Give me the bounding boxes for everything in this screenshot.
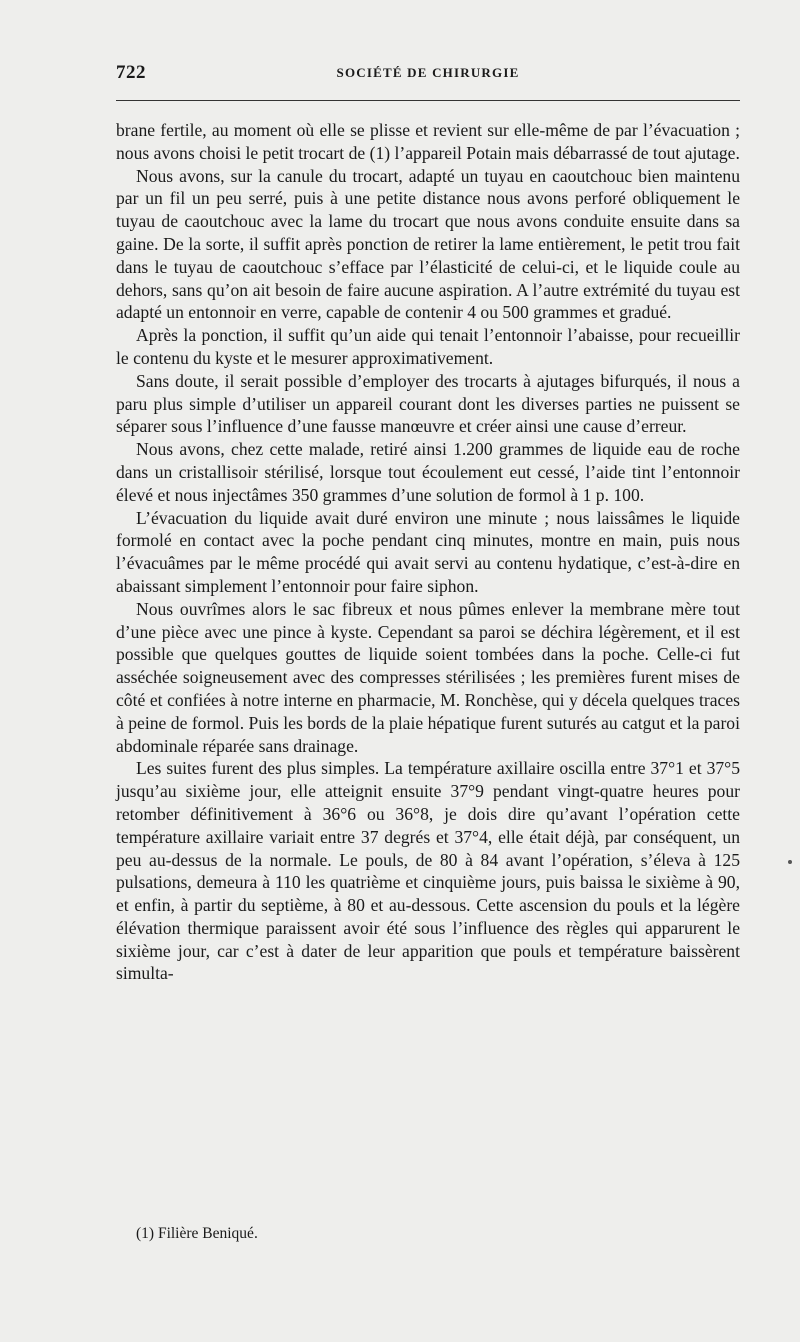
paragraph: L’évacuation du liquide avait duré environ une minute ; nous laissâmes le liquide formolé en contact avec la poche pendant cinq minutes, montre en main, puis nous l’évacuâmes par le même procédé qui avait servi au contenu hydatique, c’est-à-dire en abaissant simplement l’entonnoir pour faire siphon. [116,507,740,596]
paragraph: brane fertile, au moment où elle se plisse et revient sur elle-même de par l’évacuation ; nous avons choisi le petit trocart de (1) l’appareil Potain mais débarrassé de tout ajutage. [116,120,740,163]
running-title: SOCIÉTÉ DE CHIRURGIE [336,65,520,80]
paragraph: Les suites furent des plus simples. La température axillaire oscilla entre 37°1 et 37°5 jusqu’au sixième jour, elle atteignit ensuite 37°9 pendant vingt-quatre heures pour retomber définitivement à 36°6 ou 36°8, je dois dire qu’avant l’opération cette température axillaire variait entre 37 degrés et 37°4, elle était déjà, par conséquent, un peu au-dessus de la normale. Le pouls, de 80 à 84 avant l’opération, s’éleva à 125 pulsations, demeura à 110 les quatrième et cinquième jours, puis baissa le sixième à 90, et enfin, à partir du septième, à 80 et au-dessous. Cette ascension du pouls et la légère élévation thermique paraissent avoir été sous l’influence des règles qui apparurent le sixième jour, car c’est à dater de leur apparition que pouls et température baissèrent simulta- [116,758,740,984]
page-header [116,62,740,86]
paragraph: Après la ponction, il suffit qu’un aide qui tenait l’entonnoir l’abaisse, pour recueillir le contenu du kyste et le mesurer approximativement. [116,325,740,368]
footnote: (1) Filière Beniqué. [136,1225,258,1242]
paragraph: Sans doute, il serait possible d’employer des trocarts à ajutages bifurqués, il nous a paru plus simple d’utiliser un appareil courant dont les diverses parties ne puissent se séparer sous l’influence d’une fausse manœuvre et créer ainsi une cause d’erreur. [116,370,740,437]
paragraph: Nous avons, chez cette malade, retiré ainsi 1.200 grammes de liquide eau de roche dans un cristallisoir stérilisé, lorsque tout écoulement eut cessé, l’aide tint l’entonnoir élevé et nous injectâmes 350 grammes d’une solution de formol à 1 p. 100. [116,439,740,505]
paragraph: Nous avons, sur la canule du trocart, adapté un tuyau en caoutchouc bien maintenu par un fil un peu serré, puis à une petite distance nous avons perforé obliquement le tuyau de caoutchouc avec la lame du trocart que nous avons conduite ensuite dans sa gaine. De la sorte, il suffit après ponction de retirer la lame entièrement, le petit trou fait dans le tuyau de caoutchouc s’efface par l’élasticité de celui-ci, et le liquide coule au dehors, sans qu’on ait besoin de faire aucune aspiration. A l’autre extrémité du tuyau est adapté un entonnoir en verre, capable de contenir 4 ou 500 grammes et gradué. [116,165,740,323]
page-number: 722 [116,62,146,83]
print-speck [788,860,792,864]
header-rule [116,100,740,101]
paragraph: Nous ouvrîmes alors le sac fibreux et nous pûmes enlever la membrane mère tout d’une pièce avec une pince à kyste. Cependant sa paroi se déchira légèrement, et il est possible que quelques gouttes de liquide soient tombées dans la poche. Celle-ci fut asséchée soigneusement avec des compresses stérilisées ; les premières furent mises de côté et confiées à notre interne en pharmacie, M. Ronchèse, qui y décela quelques traces à peine de formol. Puis les bords de la plaie hépatique furent suturés au catgut et la paroi abdominale réparée sans drainage. [116,598,740,756]
body-text [116,119,740,985]
